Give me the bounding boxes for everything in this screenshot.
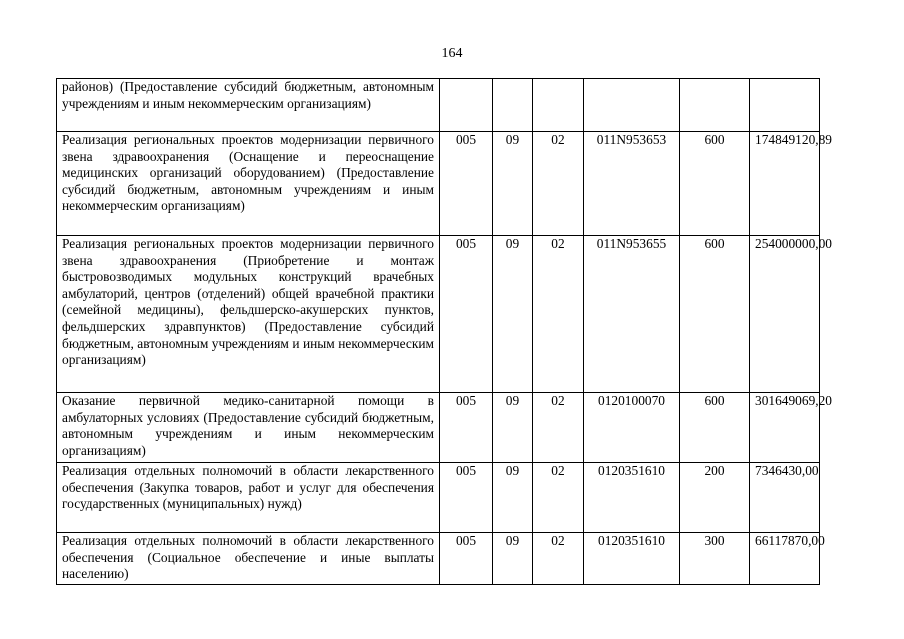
subsection-code: 02 bbox=[533, 132, 584, 236]
expense-type-code: 200 bbox=[680, 463, 750, 533]
section-code: 09 bbox=[493, 236, 533, 393]
target-article-code: 0120100070 bbox=[584, 393, 680, 463]
expense-type-code: 600 bbox=[680, 393, 750, 463]
ministry-code: 005 bbox=[440, 463, 493, 533]
ministry-code: 005 bbox=[440, 132, 493, 236]
subsection-code: 02 bbox=[533, 393, 584, 463]
amount: 301649069,20 bbox=[750, 393, 820, 463]
budget-table bbox=[56, 78, 832, 585]
section-code: 09 bbox=[493, 463, 533, 533]
amount bbox=[750, 79, 820, 132]
row-description: Реализация региональных проектов модернизации первичного звена здравоохранения (Приобретение и монтаж быстровозводимых модульных конструкций врачебных амбулаторий, центров (отделений) общей врачебной практики (семейной медицины), фельдшерско-акушерских пунктов, фельдшерских здравпунктов) (Предоставление субсидий бюджетным, автономным учреждениям и иным некоммерческим организациям) bbox=[57, 236, 440, 393]
target-article-code: 0120351610 bbox=[584, 533, 680, 585]
row-description: Реализация отдельных полномочий в области лекарственного обеспечения (Закупка товаров, работ и услуг для обеспечения государственных (муниципальных) нужд) bbox=[57, 463, 440, 533]
row-description: районов) (Предоставление субсидий бюджетным, автономным учреждениям и иным некоммерческим организациям) bbox=[57, 79, 440, 132]
section-code: 09 bbox=[493, 533, 533, 585]
table-row bbox=[57, 79, 820, 132]
page-number: 164 bbox=[441, 46, 463, 61]
section-code bbox=[493, 79, 533, 132]
table-row bbox=[57, 132, 820, 236]
target-article-code: 011N953655 bbox=[584, 236, 680, 393]
expense-type-code: 300 bbox=[680, 533, 750, 585]
amount: 254000000,00 bbox=[750, 236, 820, 393]
table-row bbox=[57, 393, 820, 463]
subsection-code bbox=[533, 79, 584, 132]
expense-type-code: 600 bbox=[680, 236, 750, 393]
ministry-code: 005 bbox=[440, 393, 493, 463]
row-description: Оказание первичной медико-санитарной помощи в амбулаторных условиях (Предоставление субсидий бюджетным, автономным учреждениям и иным некоммерческим организациям) bbox=[57, 393, 440, 463]
row-description: Реализация отдельных полномочий в области лекарственного обеспечения (Социальное обеспечение и иные выплаты населению) bbox=[57, 533, 440, 585]
ministry-code: 005 bbox=[440, 533, 493, 585]
expense-type-code bbox=[680, 79, 750, 132]
target-article-code bbox=[584, 79, 680, 132]
ministry-code: 005 bbox=[440, 236, 493, 393]
target-article-code: 0120351610 bbox=[584, 463, 680, 533]
row-description: Реализация региональных проектов модернизации первичного звена здравоохранения (Оснащение и переоснащение медицинских организаций оборудованием) (Предоставление субсидий бюджетным, автономным учреждениям и иным некоммерческим организациям) bbox=[57, 132, 440, 236]
subsection-code: 02 bbox=[533, 463, 584, 533]
section-code: 09 bbox=[493, 393, 533, 463]
table-row bbox=[57, 463, 820, 533]
expense-type-code: 600 bbox=[680, 132, 750, 236]
subsection-code: 02 bbox=[533, 236, 584, 393]
ministry-code bbox=[440, 79, 493, 132]
section-code: 09 bbox=[493, 132, 533, 236]
table-row bbox=[57, 236, 820, 393]
amount: 66117870,00 bbox=[750, 533, 820, 585]
amount: 174849120,89 bbox=[750, 132, 820, 236]
subsection-code: 02 bbox=[533, 533, 584, 585]
table-row bbox=[57, 533, 820, 585]
amount: 7346430,00 bbox=[750, 463, 820, 533]
target-article-code: 011N953653 bbox=[584, 132, 680, 236]
